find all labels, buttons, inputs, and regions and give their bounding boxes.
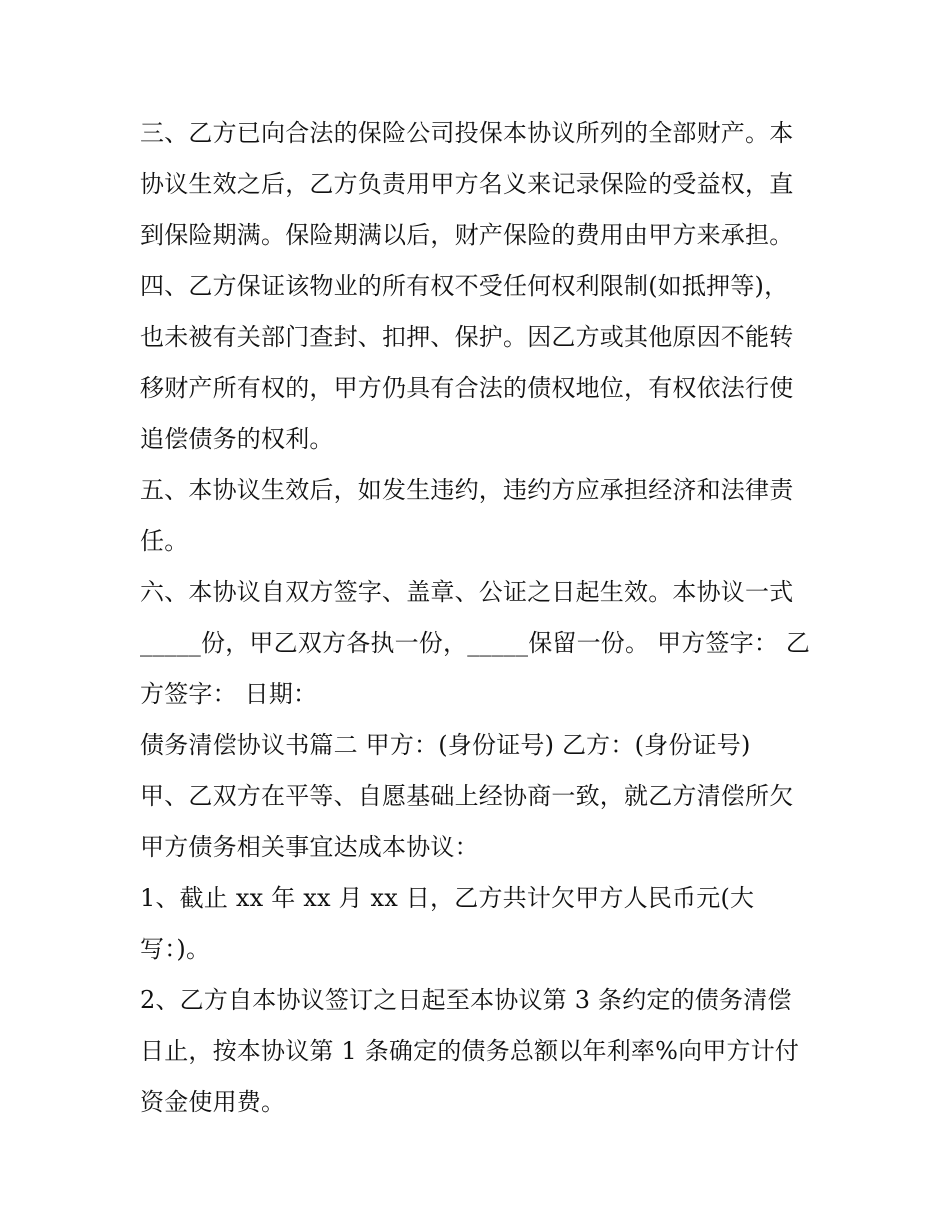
text-line-12: 方签字： 日期：: [140, 680, 318, 708]
text-line-5: 也未被有关部门查封、扣押、保护。因乙方或其他原因不能转: [140, 323, 794, 351]
text-line-2: 协议生效之后，乙方负责用甲方名义来记录保险的受益权，直: [140, 170, 794, 198]
text-line-13: 债务清偿协议书篇二 甲方：(身份证号) 乙方：(身份证号): [140, 731, 751, 759]
text-line-17: 写：)。: [140, 935, 211, 963]
text-line-19: 日止，按本协议第 1 条确定的债务总额以年利率%向甲方计付: [140, 1037, 800, 1065]
text-line-4: 四、乙方保证该物业的所有权不受任何权利限制(如抵押等)，: [140, 272, 789, 300]
text-line-3: 到保险期满。保险期满以后，财产保险的费用由甲方来承担。: [140, 221, 794, 249]
text-line-10: 六、本协议自双方签字、盖章、公证之日起生效。本协议一式: [140, 578, 794, 606]
text-line-16: 1、截止 xx 年 xx 月 xx 日，乙方共计欠甲方人民币元(大: [140, 884, 755, 912]
text-line-11: _____份，甲乙双方各执一份，_____保留一份。 甲方签字： 乙: [140, 629, 811, 657]
document-body: [140, 108, 812, 1128]
text-line-6: 移财产所有权的，甲方仍具有合法的债权地位，有权依法行使: [140, 374, 794, 402]
text-line-1: 三、乙方已向合法的保险公司投保本协议所列的全部财产。本: [140, 119, 794, 147]
text-line-20: 资金使用费。: [140, 1088, 286, 1116]
text-line-14: 甲、乙双方在平等、自愿基础上经协商一致，就乙方清偿所欠: [140, 782, 794, 810]
text-line-9: 任。: [140, 527, 189, 555]
text-line-8: 五、本协议生效后，如发生违约，违约方应承担经济和法律责: [140, 476, 794, 504]
text-line-7: 追偿债务的权利。: [140, 425, 334, 453]
text-line-18: 2、乙方自本协议签订之日起至本协议第 3 条约定的债务清偿: [140, 986, 792, 1014]
text-line-15: 甲方债务相关事宜达成本协议：: [140, 833, 479, 861]
